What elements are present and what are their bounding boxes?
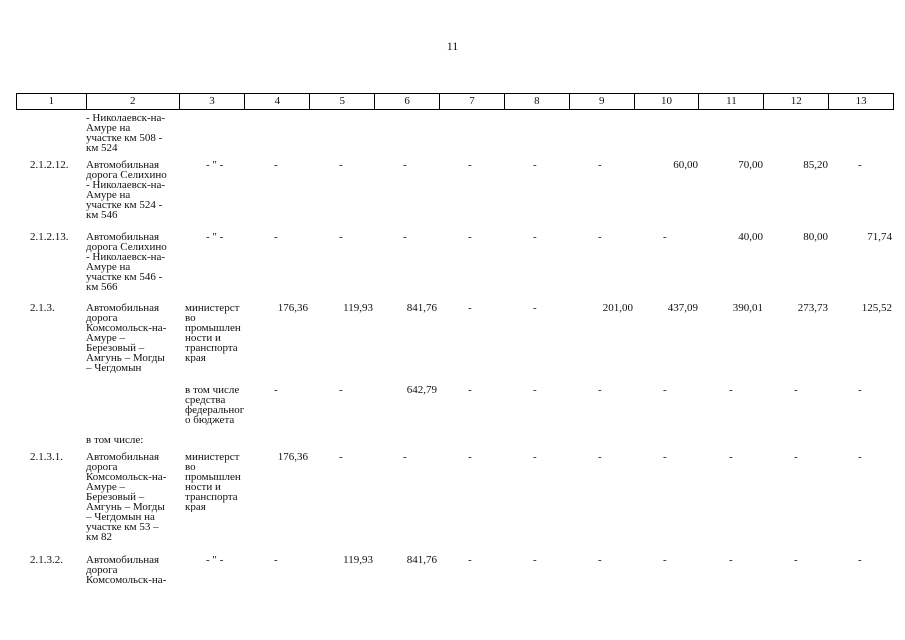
value-cell: -: [663, 231, 667, 243]
value-cell: -: [274, 554, 278, 566]
value-cell: 80,00: [803, 231, 828, 243]
value-cell: -: [729, 451, 733, 463]
object-name: Автомобильная дорога Комсомольск-на- Амуре – Березовый – Амгунь – Могды – Чегдомын на участке км 53 – км 82: [86, 452, 167, 542]
executor: - " -: [206, 160, 224, 170]
value-cell: -: [533, 451, 537, 463]
value-cell: 273,73: [797, 302, 828, 314]
header-cell: 6: [375, 94, 440, 109]
value-cell: 176,36: [277, 302, 308, 314]
header-cell: 1: [17, 94, 87, 109]
value-cell: -: [533, 554, 537, 566]
value-cell: -: [858, 159, 862, 171]
value-cell: -: [274, 159, 278, 171]
value-cell: -: [403, 451, 407, 463]
value-cell: -: [598, 159, 602, 171]
value-cell: 437,09: [667, 302, 698, 314]
value-cell: -: [533, 231, 537, 243]
value-cell: 176,36: [277, 451, 308, 463]
value-cell: -: [663, 554, 667, 566]
value-cell: 390,01: [732, 302, 763, 314]
value-cell: -: [339, 231, 343, 243]
value-cell: 119,93: [343, 554, 373, 566]
value-cell: -: [339, 384, 343, 396]
value-cell: -: [858, 384, 862, 396]
value-cell: -: [274, 231, 278, 243]
value-cell: -: [468, 554, 472, 566]
value-cell: -: [468, 451, 472, 463]
object-name: - Николаевск-на- Амуре на участке км 508 - км 524: [86, 113, 166, 153]
header-cell: 9: [570, 94, 635, 109]
value-cell: 841,76: [406, 554, 437, 566]
header-cell: 5: [310, 94, 375, 109]
value-cell: 60,00: [673, 159, 698, 171]
value-cell: -: [468, 159, 472, 171]
value-cell: 70,00: [738, 159, 763, 171]
value-cell: -: [858, 451, 862, 463]
value-cell: -: [598, 554, 602, 566]
object-name: в том числе:: [86, 435, 144, 445]
header-cell: 4: [245, 94, 310, 109]
executor: в том числе средства федеральног о бюджета: [185, 385, 245, 425]
value-cell: -: [794, 451, 798, 463]
value-cell: -: [403, 159, 407, 171]
object-name: Автомобильная дорога Комсомольск-на-: [86, 555, 167, 585]
value-cell: 119,93: [343, 302, 373, 314]
value-cell: -: [858, 554, 862, 566]
value-cell: -: [729, 384, 733, 396]
value-cell: -: [468, 231, 472, 243]
header-cell: 8: [505, 94, 570, 109]
value-cell: -: [598, 231, 602, 243]
table-header: [16, 93, 894, 110]
value-cell: -: [403, 231, 407, 243]
value-cell: -: [794, 554, 798, 566]
object-name: Автомобильная дорога Селихино - Николаевск-на- Амуре на участке км 546 - км 566: [86, 232, 167, 292]
value-cell: 841,76: [406, 302, 437, 314]
executor: - " -: [206, 555, 224, 565]
value-cell: -: [274, 384, 278, 396]
value-cell: 642,79: [406, 384, 437, 396]
header-cell: 2: [87, 94, 180, 109]
row-number: 2.1.2.12.: [30, 159, 69, 171]
value-cell: -: [598, 451, 602, 463]
row-number: 2.1.3.: [30, 302, 55, 314]
header-cell: 11: [699, 94, 764, 109]
header-cell: 7: [440, 94, 505, 109]
value-cell: -: [663, 384, 667, 396]
value-cell: 201,00: [602, 302, 633, 314]
value-cell: -: [729, 554, 733, 566]
value-cell: -: [339, 451, 343, 463]
value-cell: -: [533, 159, 537, 171]
object-name: Автомобильная дорога Комсомольск-на- Амуре – Березовый – Амгунь – Могды – Чегдомын: [86, 303, 167, 373]
row-number: 2.1.3.1.: [30, 451, 63, 463]
value-cell: -: [533, 302, 537, 314]
executor: министерст во промышлен ности и транспорта края: [185, 452, 241, 512]
value-cell: -: [533, 384, 537, 396]
value-cell: -: [598, 384, 602, 396]
value-cell: -: [794, 384, 798, 396]
header-cell: 3: [180, 94, 246, 109]
header-cell: 13: [855, 95, 867, 107]
object-name: Автомобильная дорога Селихино - Николаевск-на- Амуре на участке км 524 - км 546: [86, 160, 167, 220]
value-cell: -: [339, 159, 343, 171]
value-cell: 125,52: [861, 302, 892, 314]
header-cell: 10: [635, 94, 700, 109]
value-cell: 85,20: [803, 159, 828, 171]
value-cell: -: [663, 451, 667, 463]
value-cell: 71,74: [867, 231, 892, 243]
value-cell: -: [468, 302, 472, 314]
row-number: 2.1.2.13.: [30, 231, 69, 243]
value-cell: 40,00: [738, 231, 763, 243]
executor: министерст во промышлен ности и транспорта края: [185, 303, 241, 363]
row-number: 2.1.3.2.: [30, 554, 63, 566]
page-number: 11: [446, 39, 459, 53]
executor: - " -: [206, 232, 224, 242]
header-cell: 12: [764, 94, 829, 109]
value-cell: -: [468, 384, 472, 396]
